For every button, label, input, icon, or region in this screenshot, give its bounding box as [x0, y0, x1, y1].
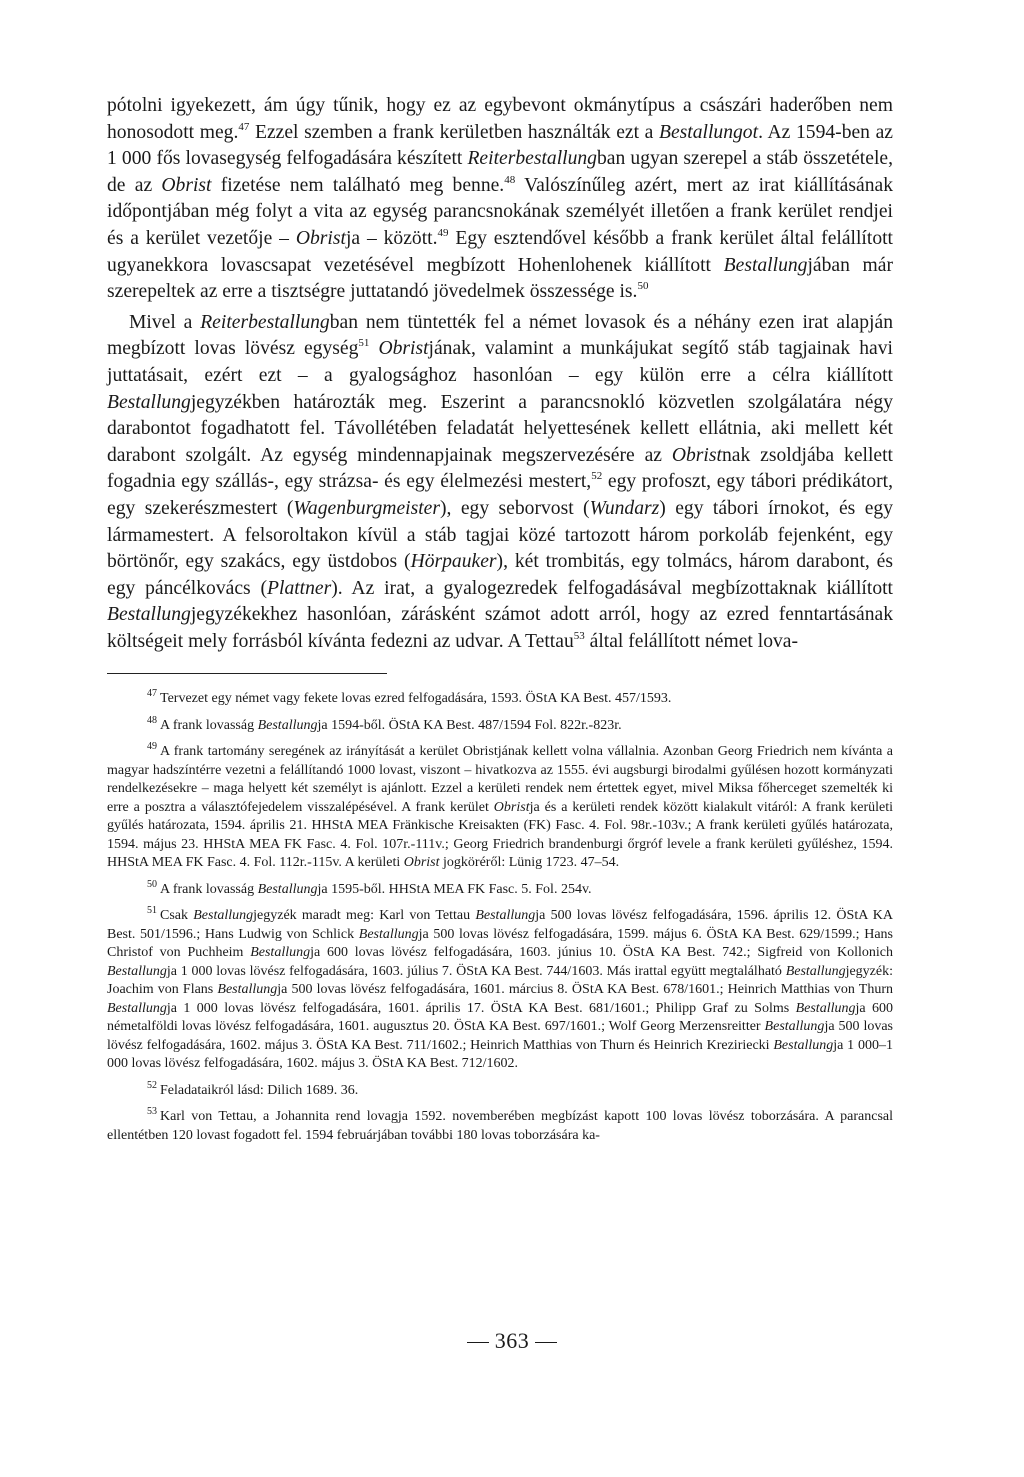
text-run: ja 500 lovas lövész felfogadására, 1596. április 12. ÖStA KA Best. 501/1596.; Hans Ludwig von Schlick [107, 908, 893, 942]
text-run: jának, valamint a munkájukat segítő stáb tagjainak havi juttatásait, ezért ezt – a gyalogsághoz hasonlóan – egy külön erre a célra kiállított [107, 338, 893, 386]
footnote-ref-50[interactable]: 50 [637, 280, 649, 293]
footnote-ref-51[interactable]: 51 [358, 337, 370, 350]
italic-term: Bestallung [358, 926, 419, 942]
italic-term: Bestallung [773, 1037, 834, 1053]
text-run: ). Az irat, a gyalogezredek felfogadásával megbízottaknak kiállított [331, 577, 893, 599]
footnote-47 [107, 690, 893, 709]
text-run: ) egy tábori írnokot, és egy lármamestert. A felsoroltakon kívül a stáb tagjai közé tartozott három porkoláb fejenként, egy börtönőr, egy szakács, egy üstdobos ( [107, 497, 894, 573]
italic-term: Bestallung [250, 945, 311, 961]
italic-term: Bestallung [217, 982, 278, 998]
text-run: Mivel a [129, 311, 201, 333]
text-run: A frank lovasság [160, 881, 258, 897]
text-run: Egy esztendővel később a frank kerület által felállított ugyanekkora lovascsapat vezetésével megbízott Hohenlohenek kiállított [107, 227, 894, 276]
text-run: ja 500 lovas lövész felfogadására, 1602. május 3. ÖStA KA Best. 711/1602.; Heinrich Matthias von Thurn és Heinrich Kreziriecki [107, 1019, 894, 1053]
italic-term: Bestallung [764, 1019, 825, 1035]
italic-term: Bestallung [107, 1000, 167, 1016]
text-run: A frank lovasság [160, 717, 258, 733]
text-run: ), két trombitás, egy tolmács, három darabont, és egy páncélkovács ( [107, 551, 893, 599]
text-run: jegyzék: Joachim von Flans [107, 963, 893, 998]
text-run: pótolni igyekezett, ám úgy tűnik, hogy ez az egybevont okmánytípus a császári haderőben nem honosodott meg. [107, 95, 893, 143]
footnote-number: 48 [147, 714, 157, 726]
text-run: ja 500 lovas lövész felfogadására, 1601. március 8. ÖStA KA Best. 678/1601.; Heinrich Matthias von Thurn [277, 982, 894, 998]
italic-term: Obrist [378, 338, 429, 360]
footnote-53 [107, 1108, 893, 1145]
footnote-number: 47 [147, 688, 157, 700]
footnote-ref-49[interactable]: 49 [437, 227, 449, 240]
text-run: Valószínűleg azért, mert az irat kiállításának időpontjában még folyt a vita az egység parancsnokának személyét illetően a frank kerület rendjei és a kerület vezetője – [107, 174, 893, 249]
page-number-value: 363 [494, 1328, 530, 1353]
text-run: ja 1 000–1 000 lovas lövész felfogadására, 1602. május 3. ÖStA KA Best. 712/1602. [107, 1037, 893, 1072]
text-run: nak zsoldjába kellett fogadnia egy szállás-, egy strázsa- és egy élelmezési mestert, [107, 444, 893, 493]
body-paragraph-1 [107, 93, 893, 306]
text-run: jogköréről: Lünig 1723. 47–54. [439, 855, 620, 871]
italic-term: Bestallung [193, 908, 254, 924]
italic-term: Bestallung [257, 717, 318, 733]
footnote-49 [107, 743, 893, 873]
text-run: jegyzékekhez hasonlóan, zárásként számot adott arról, hogy az ezred fenntartásának költségeit mely forrásból kívánta fedezni az udvar. A Tettau [107, 604, 893, 652]
text-run: Karl von Tettau, a Johannita rend lovagja 1592. novemberében megbízást kapott 100 lovas lövész toborzására. A parancsal ellentétben 120 lovast fogadott fel. 1594 februárjában további 180 lovas toborzására ka- [107, 1109, 893, 1143]
text-run: ja 1 000 lovas lövész felfogadására, 1601. április 17. ÖStA KA Best. 681/1601.; Philipp Graf zu Solms [166, 1000, 796, 1016]
footnote-number: 53 [147, 1106, 157, 1118]
text-run: ban nem tüntették fel a német lovasok és a néhány ezen irat alapján megbízott lovas lövész egység [107, 311, 893, 360]
italic-term: Obrist [493, 799, 530, 815]
italic-term: Bestallung [723, 254, 808, 276]
italic-term: Hörpauker [410, 551, 497, 573]
text-run: ja és a kerületi rendek között kialakult vitáról: A frank kerületi gyűlés határozata, 1594. április 21. HHStA MEA Fränkische Kreisakten (FK) Fasc. 4. Fol. 98r.-103v.; A frank kerületi gyűlés határozata, 1594. május 23. HHStA MEA FK Fasc. 4. Fol. 107r.-111v.; Georg Friedrich brandenburgi őrgróf levele a frank kerületi gyűléshez, 1594. HHStA MEA FK Fasc. 4. Fol. 112r.-115v. A kerületi [107, 799, 893, 871]
footnote-number: 52 [147, 1079, 157, 1091]
italic-term: Obrist [403, 855, 440, 871]
italic-term: Bestallung [785, 963, 846, 979]
text-run: ), egy seborvost ( [439, 497, 590, 519]
text-run: ja 500 lovas lövész felfogadására, 1599. május 6. ÖStA KA Best. 629/1599.; Hans Christof von Puchheim [107, 926, 893, 961]
footnote-number: 50 [147, 878, 157, 890]
text-run: . Az 1594-ben az 1 000 fős lovasegység felfogadására készített [107, 121, 893, 170]
page-number-dash-right [535, 1342, 557, 1343]
text-run: Tervezet egy német vagy fekete lovas ezred felfogadására, 1593. ÖStA KA Best. 457/1593. [160, 691, 672, 707]
italic-term: Wagenburgmeister [293, 497, 440, 519]
footnote-number: 51 [147, 905, 157, 917]
text-run: egy profoszt, egy tábori prédikátort, egy szekerészmestert ( [107, 471, 893, 519]
italic-term: Bestallung [257, 881, 318, 897]
italic-term: Obrist [161, 174, 212, 196]
text-run: ja 600 németalföldi lovas lövész felfogadására, 1601. augusztus 20. ÖStA KA Best. 697/1601.; Wolf Georg Merzensreitter [107, 1000, 893, 1035]
italic-term: Bestallung [107, 604, 191, 626]
page-number-dash-left [467, 1342, 489, 1343]
footnote-ref-47[interactable]: 47 [238, 120, 250, 133]
body-paragraph-2 [107, 310, 893, 656]
italic-term: Bestallung [107, 963, 167, 979]
footnote-ref-52[interactable]: 52 [591, 470, 603, 483]
text-run: fizetése nem található meg benne. [211, 174, 505, 196]
italic-term: Obrist [295, 227, 346, 249]
footnote-number: 49 [147, 741, 157, 753]
italic-term: Plattner [267, 577, 332, 599]
text-run: ja 600 lovas lövész felfogadására, 1603. június 10. ÖStA KA Best. 742.; Sigfreid von Kollonich [310, 945, 893, 961]
text-run: ja 1594-ből. ÖStA KA Best. 487/1594 Fol. 822r.-823r. [317, 717, 622, 733]
text-run: ja 1 000 lovas lövész felfogadására, 1603. július 7. ÖStA KA Best. 744/1603. Más irattal együtt megtalálható [166, 963, 786, 979]
text-run: jegyzék maradt meg: Karl von Tettau [253, 908, 476, 924]
footnote-ref-48[interactable]: 48 [504, 173, 516, 186]
footnote-ref-53[interactable]: 53 [573, 629, 585, 642]
italic-term: Bestallung [795, 1000, 856, 1016]
footnote-52 [107, 1079, 893, 1101]
footnote-51 [107, 907, 893, 1074]
text-run: Feladataikról lásd: Dilich 1689. 36. [160, 1082, 359, 1098]
italic-term: Obrist [671, 444, 722, 466]
italic-term: Wundarz [589, 497, 660, 519]
text-run: ban ugyan szerepel a stáb összetétele, de az [107, 148, 893, 196]
text-run: jában már szerepeltek az erre a tisztségre juttatandó jövedelmek összessége is. [107, 254, 894, 303]
italic-term: Reiterbestallung [467, 148, 597, 170]
italic-term: Bestallung [107, 391, 191, 413]
page-number [0, 1328, 1024, 1354]
text-run: ja – között. [345, 227, 438, 249]
text-run: Ezzel szemben a frank kerületben használták ezt a [249, 121, 659, 143]
italic-term: Bestallung [475, 908, 536, 924]
page-content [107, 93, 893, 1153]
footnote-48 [107, 714, 893, 736]
italic-term: Reiterbestallung [200, 311, 330, 333]
footnote-50 [107, 878, 893, 900]
italic-term: Bestallungot [659, 121, 759, 143]
text-run: Csak [160, 908, 194, 924]
text-run: A frank tartomány seregének az irányítását a kerület Obristjának kellett volna vállalnia. Azonban Georg Friedrich nem kívánta a magyar hadszíntérre vezetni a felállítandó 1000 lovast, viszont – hivatkozva az 1555. évi augsburgi birodalmi gyűlésen hozott kormányzati rendelkezésekre – maga helyett két személyt is ajánlott. Ezzel a kerületi rendek nem értettek egyet, mivel Miksa főherceget szemelték ki erre a posztra a választófejedelem visszalépésével. A frank kerület [107, 744, 893, 815]
text-run: ja 1595-ből. HHStA MEA FK Fasc. 5. Fol. 254v. [317, 881, 592, 897]
text-run: által felállított német lova- [584, 630, 799, 652]
text-run: jegyzékben határozták meg. Eszerint a parancsnokló közvetlen szolgálatára négy darabontot fogadhatott fel. Távollétében feladatát helyettesének kellett ellátnia, aki mellett két darabont szolgált. Az egység mindennapjainak megszervezésére az [107, 391, 893, 466]
footnote-divider [107, 673, 387, 674]
